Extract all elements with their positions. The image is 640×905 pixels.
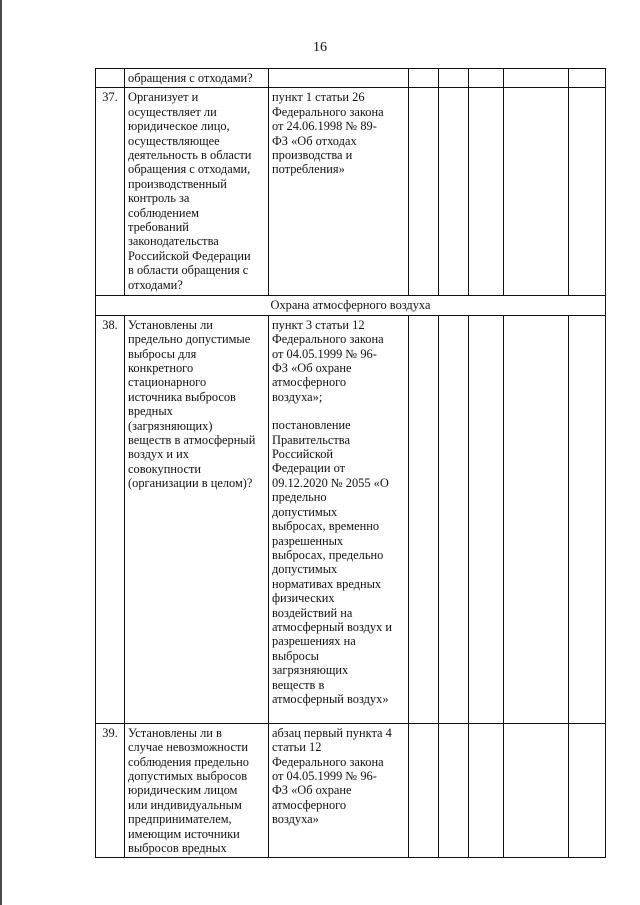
question-text: обращения с отходами? xyxy=(128,71,253,85)
legal-basis-paragraph: пункт 1 статьи 26 Федерального закона от 24.06.1998 № 89- ФЗ «Об отходах производства и потребления» xyxy=(272,90,384,177)
section-heading: Охрана атмосферного воздуха xyxy=(96,296,606,315)
table-row xyxy=(96,315,606,723)
answer-cell xyxy=(469,723,504,858)
answer-cell xyxy=(504,69,569,88)
legal-basis-paragraph: абзац первый пункта 4 статьи 12 Федерального закона от 04.05.1999 № 96- ФЗ «Об охране атмосферного воздуха» xyxy=(272,725,392,827)
page-number: 16 xyxy=(313,40,327,55)
answer-cell xyxy=(439,69,469,88)
answer-cell xyxy=(439,315,469,723)
legal-basis xyxy=(269,315,409,723)
table-row xyxy=(96,723,606,858)
answer-cell xyxy=(409,315,439,723)
legal-basis xyxy=(269,69,409,88)
answer-cell xyxy=(469,69,504,88)
question-text: Установлены ли в случае невозможности соблюдения предельно допустимых выбросов юридическим лицом или индивидуальным предпринимателем, имеющим источники выбросов вредных xyxy=(128,725,249,856)
table-body xyxy=(96,69,606,858)
legal-basis-paragraph: постановление Правительства Российской Федерации от 09.12.2020 № 2055 «О предельно допустимых выбросах, временно разрешенных выбросах, предельно допустимых нормативах вредных физических воздействий на атмосферный воздух и разрешениях на выбросы загрязняющих веществ в атмосферный воздух» xyxy=(272,418,393,706)
answer-cell xyxy=(504,88,569,296)
item-number xyxy=(96,69,125,88)
legal-basis xyxy=(269,88,409,296)
answer-cell xyxy=(409,69,439,88)
section-row xyxy=(96,296,606,315)
scan-page-edge xyxy=(0,0,2,905)
item-number: 37. xyxy=(96,88,125,296)
legal-basis-paragraph: пункт 3 статьи 12 Федерального закона от 04.05.1999 № 96- ФЗ «Об охране атмосферного воздуха»; xyxy=(272,317,384,404)
answer-cell xyxy=(409,88,439,296)
answer-cell xyxy=(504,315,569,723)
requirement-question xyxy=(125,69,269,88)
question-text: Организует и осуществляет ли юридическое лицо, осуществляющее деятельность в области обращения с отходами, производственный контроль за соблюдением требований законодательства Российской Федерации в области обращения с отходами? xyxy=(128,90,252,292)
answer-cell xyxy=(439,723,469,858)
answer-cell xyxy=(569,723,606,858)
requirement-question xyxy=(125,88,269,296)
item-number: 39. xyxy=(96,723,125,858)
answer-cell xyxy=(439,88,469,296)
requirements-table xyxy=(95,68,606,858)
answer-cell xyxy=(469,315,504,723)
answer-cell xyxy=(569,315,606,723)
answer-cell xyxy=(569,69,606,88)
item-number: 38. xyxy=(96,315,125,723)
question-text: Установлены ли предельно допустимые выбросы для конкретного стационарного источника выбросов вредных (загрязняющих) веществ в атмосферный воздух и их совокупности (организации в целом)? xyxy=(128,317,256,491)
requirement-question xyxy=(125,315,269,723)
requirement-question xyxy=(125,723,269,858)
answer-cell xyxy=(409,723,439,858)
answer-cell xyxy=(469,88,504,296)
answer-cell xyxy=(504,723,569,858)
table-row xyxy=(96,69,606,88)
table-row xyxy=(96,88,606,296)
legal-basis xyxy=(269,723,409,858)
answer-cell xyxy=(569,88,606,296)
